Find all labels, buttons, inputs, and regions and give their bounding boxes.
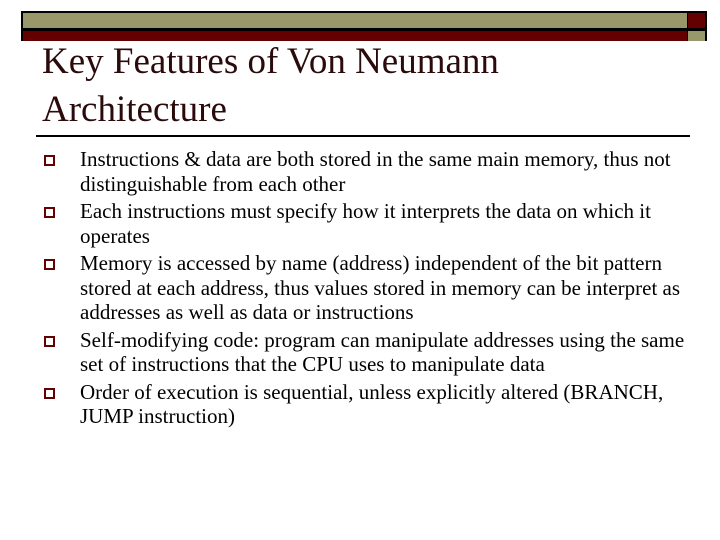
bullet-item bbox=[0, 380, 720, 429]
bullet-item bbox=[0, 199, 720, 248]
bullet-text: Order of execution is sequential, unless explicitly altered (BRANCH, JUMP instruction) bbox=[80, 379, 664, 428]
bullet-list bbox=[0, 147, 720, 432]
hollow-square-bullet-icon bbox=[44, 336, 55, 347]
bullet-item bbox=[0, 147, 720, 196]
hollow-square-bullet-icon bbox=[44, 259, 55, 270]
header-bar-olive bbox=[21, 11, 688, 30]
hollow-square-bullet-icon bbox=[44, 155, 55, 166]
bullet-item bbox=[0, 328, 720, 377]
header-corner-square-olive bbox=[687, 29, 707, 41]
bullet-text: Each instructions must specify how it interprets the data on which it operates bbox=[80, 199, 651, 248]
hollow-square-bullet-icon bbox=[44, 207, 55, 218]
bullet-text: Memory is accessed by name (address) independent of the bit pattern stored at each address, thus values stored in memory can be interpret as addresses as well as data or instructions bbox=[80, 251, 681, 324]
bullet-text: Self-modifying code: program can manipulate addresses using the same set of instructions that the CPU uses to manipulate data bbox=[80, 327, 685, 376]
slide-title: Key Features of Von Neumann Architecture bbox=[42, 41, 499, 130]
title-divider bbox=[36, 135, 690, 137]
header-corner-square-red bbox=[687, 11, 707, 30]
bullet-item bbox=[0, 251, 720, 325]
bullet-text: Instructions & data are both stored in the same main memory, thus not distinguishable from each other bbox=[80, 147, 671, 196]
hollow-square-bullet-icon bbox=[44, 388, 55, 399]
